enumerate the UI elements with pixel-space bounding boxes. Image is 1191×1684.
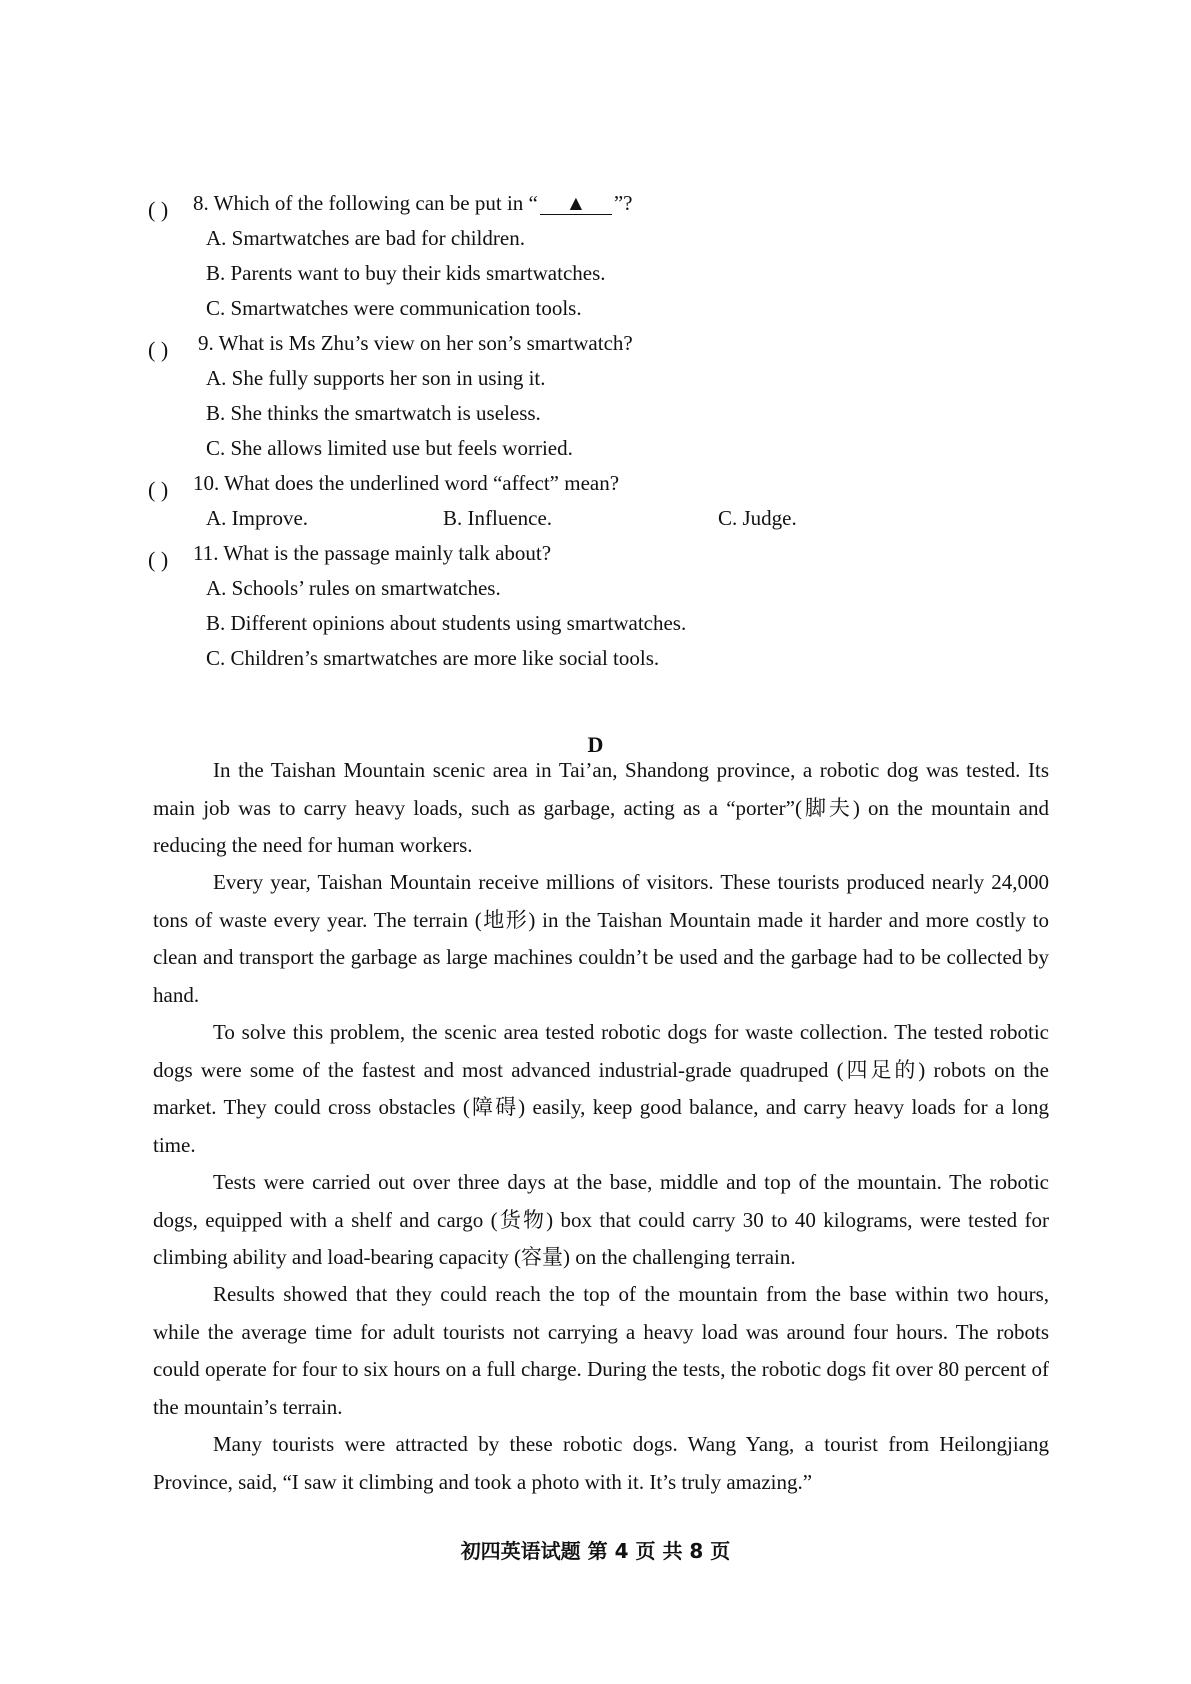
- question-stem-text: ”?: [613, 191, 633, 215]
- answer-paren: ( ): [148, 337, 169, 362]
- blank-triangle-icon: ▲: [540, 192, 612, 215]
- paragraph-text: To solve this problem, the scenic area tested robotic dogs for waste collection. The tested robotic dogs were some of the fastest and most advanced industrial-grade quadruped (四足的) robots on the market. They could cross obstacles (障碍) easily, keep good balance, and carry heavy loads for a long time.: [153, 1020, 1049, 1157]
- question-11-stem: 11. What is the passage mainly talk about?: [193, 541, 552, 565]
- paragraph-text: In the Taishan Mountain scenic area in Tai’an, Shandong province, a robotic dog was tested. Its main job was to carry heavy loads, such as garbage, acting as a “porter”(脚夫) on the mountain and reducing the need for human workers.: [153, 758, 1049, 858]
- passage-paragraph: [153, 1276, 1049, 1426]
- option-a: A. Smartwatches are bad for children.: [206, 226, 525, 250]
- paragraph-text: Results showed that they could reach the top of the mountain from the base within two hours, while the average time for adult tourists not carrying a heavy load was around four hours. The robots could operate for four to six hours on a full charge. During the tests, the robotic dogs fit over 80 percent of the mountain’s terrain.: [153, 1282, 1049, 1419]
- answer-paren: ( ): [148, 197, 169, 222]
- paragraph-text: Many tourists were attracted by these robotic dogs. Wang Yang, a tourist from Heilongjiang Province, said, “I saw it climbing and took a photo with it. It’s truly amazing.”: [153, 1432, 1049, 1494]
- passage-paragraph: [153, 1014, 1049, 1164]
- question-stem-text: 8. Which of the following can be put in “: [193, 191, 538, 215]
- passage-paragraph: [153, 1426, 1049, 1501]
- option-b: B. Different opinions about students using smartwatches.: [206, 611, 687, 635]
- answer-paren: ( ): [148, 477, 169, 502]
- passage-paragraph: [153, 864, 1049, 1014]
- question-10-stem: 10. What does the underlined word “affect” mean?: [193, 471, 620, 495]
- question-9-stem: 9. What is Ms Zhu’s view on her son’s smartwatch?: [198, 331, 633, 355]
- section-heading: D: [587, 732, 604, 757]
- option-c: C. She allows limited use but feels worried.: [206, 436, 573, 460]
- paragraph-text: Tests were carried out over three days at the base, middle and top of the mountain. The robotic dogs, equipped with a shelf and cargo (货物) box that could carry 30 to 40 kilograms, were tested for climbing ability and load-bearing capacity (容量) on the challenging terrain.: [153, 1170, 1049, 1270]
- page-footer: 初四英语试题 第 4 页 共 8 页: [460, 1539, 731, 1563]
- option-b: B. Influence.: [443, 506, 553, 530]
- paragraph-text: Every year, Taishan Mountain receive millions of visitors. These tourists produced nearly 24,000 tons of waste every year. The terrain (地形) in the Taishan Mountain made it harder and more costly to clean and transport the garbage as large machines couldn’t be used and the garbage had to be collected by hand.: [153, 870, 1049, 1007]
- option-c: C. Judge.: [718, 506, 797, 530]
- option-a: A. She fully supports her son in using it.: [206, 366, 546, 390]
- answer-paren: ( ): [148, 547, 169, 572]
- option-a: A. Schools’ rules on smartwatches.: [206, 576, 501, 600]
- option-c: C. Children’s smartwatches are more like social tools.: [206, 646, 660, 670]
- passage-paragraph: [153, 1164, 1049, 1277]
- option-b: B. She thinks the smartwatch is useless.: [206, 401, 541, 425]
- option-c: C. Smartwatches were communication tools.: [206, 296, 582, 320]
- option-a: A. Improve.: [206, 506, 309, 530]
- passage-paragraph: [153, 752, 1049, 865]
- question-8-stem: [193, 188, 633, 218]
- option-b: B. Parents want to buy their kids smartwatches.: [206, 261, 606, 285]
